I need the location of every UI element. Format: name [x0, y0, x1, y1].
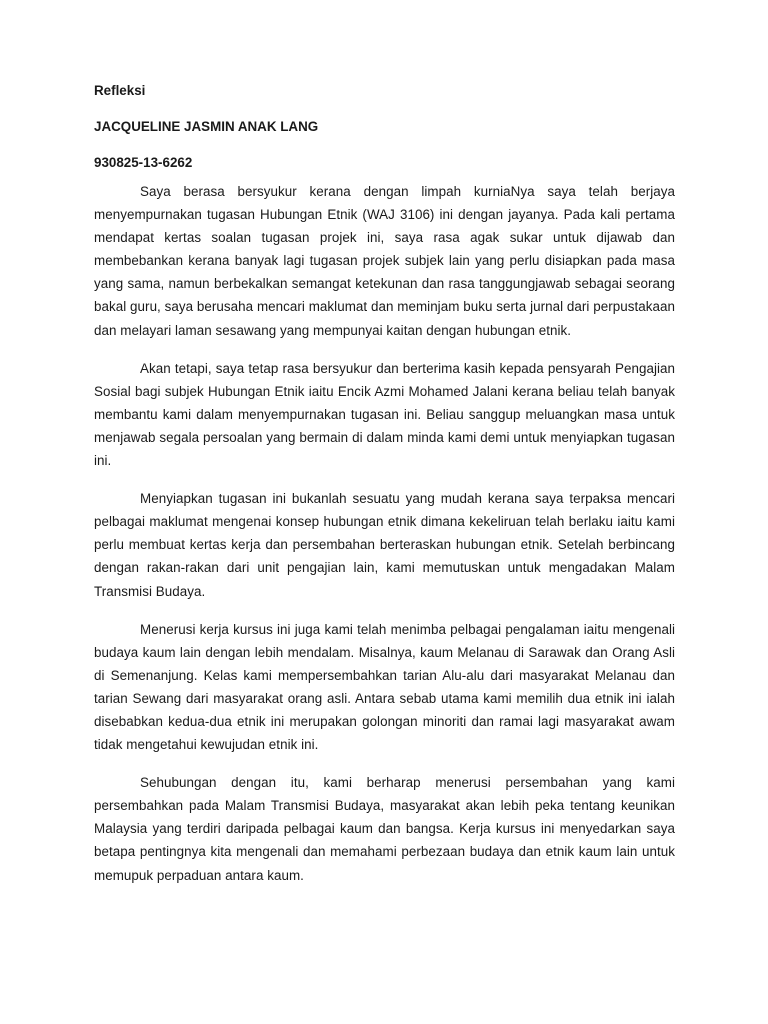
paragraph: Akan tetapi, saya tetap rasa bersyukur dan berterima kasih kepada pensyarah Pengajian Sosial bagi subjek Hubungan Etnik iaitu Encik Azmi Mohamed Jalani kerana beliau telah banyak membantu kami dalam menyempurnakan tugasan ini. Beliau sanggup meluangkan masa untuk menjawab segala persoalan yang bermain di dalam minda kami demi untuk menyiapkan tugasan ini. — [94, 360, 675, 469]
document-content — [94, 82, 675, 902]
author-id-number: 930825-13-6262 — [94, 155, 193, 170]
paragraph: Saya berasa bersyukur kerana dengan limpah kurniaNya saya telah berjaya menyempurnakan tugasan Hubungan Etnik (WAJ 3106) ini dengan jayanya. Pada kali pertama mendapat kertas soalan tugasan projek ini, saya rasa agak sukar untuk dijawab dan membebankan kerana banyak lagi tugasan projek subjek lain yang perlu disiapkan pada masa yang sama, namun berbekalkan semangat ketekunan dan rasa tanggungjawab sebagai seorang bakal guru, saya berusaha mencari maklumat dan meminjam buku serta jurnal dari perpustakaan dan melayari laman sesawang yang mempunyai kaitan dengan hubungan etnik. — [94, 184, 675, 338]
document-body — [94, 180, 675, 887]
document-title: Refleksi — [94, 83, 146, 98]
paragraph: Menerusi kerja kursus ini juga kami telah menimba pelbagai pengalaman iaitu mengenali budaya kaum lain dengan lebih mendalam. Misalnya, kaum Melanau di Sarawak dan Orang Asli di Semenanjung. Kelas kami mempersembahkan tarian Alu-alu dari masyarakat Melanau dan tarian Sewang dari masyarakat orang asli. Antara sebab utama kami memilih dua etnik ini ialah disebabkan kedua-dua etnik ini merupakan golongan minoriti dan ramai lagi masyarakat awam tidak mengetahui kewujudan etnik ini. — [94, 621, 675, 753]
paragraph: Menyiapkan tugasan ini bukanlah sesuatu yang mudah kerana saya terpaksa mencari pelbagai maklumat mengenai konsep hubungan etnik dimana kekeliruan telah berlaku iaitu kami perlu membuat kertas kerja dan persembahan berteraskan hubungan etnik. Setelah berbincang dengan rakan-rakan dari unit pengajian lain, kami memutuskan untuk mengadakan Malam Transmisi Budaya. — [94, 491, 675, 599]
author-name: JACQUELINE JASMIN ANAK LANG — [94, 119, 319, 134]
paragraph: Sehubungan dengan itu, kami berharap menerusi persembahan yang kami persembahkan pada Malam Transmisi Budaya, masyarakat akan lebih peka tentang keunikan Malaysia yang terdiri daripada pelbagai kaum dan bangsa. Kerja kursus ini menyedarkan saya betapa pentingnya kita mengenali dan memahami perbezaan budaya dan etnik kaum lain untuk memupuk perpaduan antara kaum. — [94, 775, 675, 883]
